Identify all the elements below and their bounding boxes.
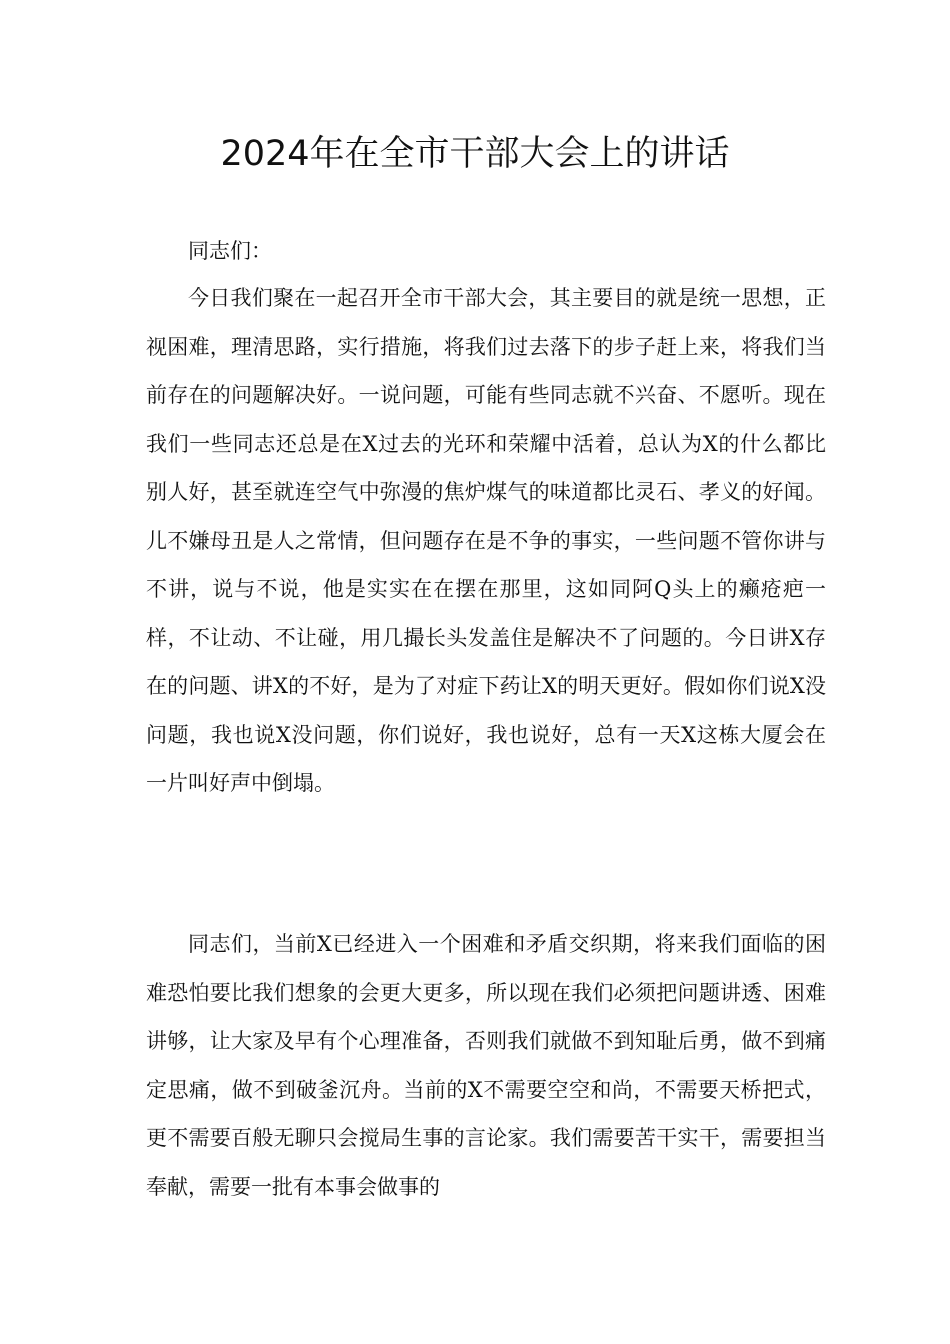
paragraph-2: 同志们，当前X已经进入一个困难和矛盾交织期，将来我们面临的困难恐怕要比我们想象的会更大更多，所以现在我们必须把问题讲透、困难讲够，让大家及早有个心理准备，否则我们就做不到知耻后勇，做不到痛定思痛，做不到破釜沉舟。当前的X不需要空空和尚，不需要天桥把式，更不需要百般无聊只会搅局生事的言论家。我们需要苦干实干，需要担当奉献，需要一批有本事会做事的	[146, 932, 826, 1199]
document-title: 2024年在全市干部大会上的讲话	[220, 134, 730, 174]
salutation: 同志们：	[188, 239, 272, 263]
paragraph-1-block	[146, 274, 826, 808]
paragraph-2-block	[146, 920, 826, 1211]
salutation-block	[146, 227, 826, 276]
paragraph-1: 今日我们聚在一起召开全市干部大会，其主要目的就是统一思想，正视困难，理清思路，实行措施，将我们过去落下的步子赶上来，将我们当前存在的问题解决好。一说问题，可能有些同志就不兴奋、不愿听。现在我们一些同志还总是在X过去的光环和荣耀中活着，总认为X的什么都比别人好，甚至就连空气中弥漫的焦炉煤气的味道都比灵石、孝义的好闻。儿不嫌母丑是人之常情，但问题存在是不争的事实，一些问题不管你讲与不讲，说与不说，他是实实在在摆在那里，这如同阿Q头上的癞疮疤一样，不让动、不让碰，用几撮长头发盖住是解决不了问题的。今日讲X存在的问题、讲X的不好，是为了对症下药让X的明天更好。假如你们说X没问题，我也说X没问题，你们说好，我也说好，总有一天X这栋大厦会在一片叫好声中倒塌。	[146, 286, 826, 795]
